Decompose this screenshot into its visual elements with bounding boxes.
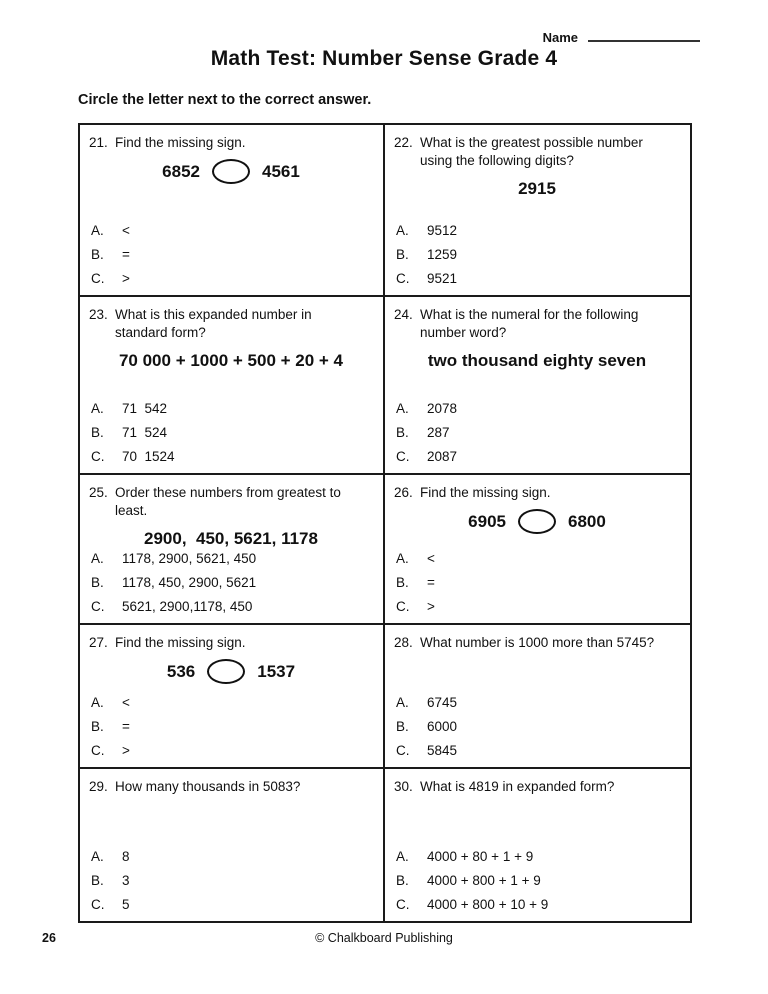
answer-option-a[interactable] bbox=[396, 223, 680, 238]
option-letter[interactable]: A. bbox=[91, 401, 104, 416]
comparison-left-number: 536 bbox=[166, 661, 196, 681]
question-cell-23 bbox=[80, 297, 385, 475]
missing-sign-oval[interactable] bbox=[212, 159, 250, 184]
answer-option-c[interactable] bbox=[396, 743, 680, 758]
answer-option-c[interactable] bbox=[91, 599, 373, 614]
question-text: What is 4819 in expanded form? bbox=[420, 779, 615, 794]
options-list bbox=[394, 695, 680, 758]
comparison-stem bbox=[394, 509, 680, 534]
option-value: 71 542 bbox=[122, 401, 168, 416]
answer-option-a[interactable] bbox=[91, 849, 373, 864]
answer-option-b[interactable] bbox=[91, 425, 373, 440]
option-letter[interactable]: B. bbox=[91, 575, 104, 590]
answer-option-b[interactable] bbox=[396, 425, 680, 440]
option-value: 3 bbox=[122, 873, 130, 888]
question-cell-28 bbox=[385, 625, 690, 769]
comparison-left-number: 6905 bbox=[468, 511, 506, 531]
option-value: = bbox=[122, 719, 130, 734]
answer-option-c[interactable] bbox=[396, 897, 680, 912]
answer-option-b[interactable] bbox=[396, 719, 680, 734]
question-text: What number is 1000 more than 5745? bbox=[420, 635, 655, 650]
option-value: = bbox=[427, 575, 435, 590]
option-value: 9512 bbox=[427, 223, 458, 238]
option-value: 1178, 450, 2900, 5621 bbox=[122, 575, 257, 590]
answer-option-b[interactable] bbox=[396, 247, 680, 262]
question-stem: 2915 bbox=[518, 179, 556, 199]
question-cell-26 bbox=[385, 475, 690, 625]
question-cell-25 bbox=[80, 475, 385, 625]
options-list bbox=[89, 223, 373, 286]
question-text: Find the missing sign. bbox=[115, 135, 246, 150]
question-number: 30. bbox=[394, 779, 413, 794]
question-number: 23. bbox=[89, 307, 108, 322]
comparison-right-number: 6800 bbox=[568, 511, 606, 531]
option-letter[interactable]: A. bbox=[91, 695, 104, 710]
question-text: Find the missing sign. bbox=[115, 635, 246, 650]
publisher-credit: © Chalkboard Publishing bbox=[315, 931, 453, 945]
option-letter[interactable]: A. bbox=[91, 551, 104, 566]
option-value: 70 1524 bbox=[122, 449, 175, 464]
name-input-line[interactable] bbox=[588, 28, 700, 42]
name-label: Name bbox=[542, 30, 578, 45]
option-letter[interactable]: C. bbox=[396, 897, 410, 912]
option-value: 287 bbox=[427, 425, 450, 440]
option-value: 5845 bbox=[427, 743, 458, 758]
question-number: 26. bbox=[394, 485, 413, 500]
option-letter[interactable]: B. bbox=[396, 247, 409, 262]
option-letter[interactable]: A. bbox=[91, 849, 104, 864]
question-stem: 2900, 450, 5621, 1178 bbox=[144, 529, 318, 549]
option-letter[interactable]: A. bbox=[396, 223, 409, 238]
answer-option-a[interactable] bbox=[91, 551, 373, 566]
answer-option-a[interactable] bbox=[396, 401, 680, 416]
option-value: 1178, 2900, 5621, 450 bbox=[122, 551, 257, 566]
question-cell-30 bbox=[385, 769, 690, 921]
option-value: 6000 bbox=[427, 719, 458, 734]
question-cell-24 bbox=[385, 297, 690, 475]
options-list bbox=[394, 849, 680, 912]
option-letter[interactable]: A. bbox=[396, 551, 409, 566]
comparison-right-number: 1537 bbox=[257, 661, 296, 681]
answer-option-a[interactable] bbox=[396, 695, 680, 710]
question-text: How many thousands in 5083? bbox=[115, 779, 301, 794]
option-value: > bbox=[427, 599, 435, 614]
option-letter[interactable]: B. bbox=[396, 719, 409, 734]
option-value: 4000 + 800 + 10 + 9 bbox=[427, 897, 549, 912]
option-letter[interactable]: C. bbox=[91, 743, 105, 758]
option-letter[interactable]: C. bbox=[396, 743, 410, 758]
question-text: What is the numeral for the following number word? bbox=[420, 307, 639, 341]
option-letter[interactable]: C. bbox=[91, 449, 105, 464]
option-letter[interactable]: B. bbox=[91, 719, 104, 734]
option-value: 6745 bbox=[427, 695, 458, 710]
options-list bbox=[394, 551, 680, 614]
option-letter[interactable]: C. bbox=[91, 271, 105, 286]
comparison-stem bbox=[89, 159, 373, 184]
options-list bbox=[89, 551, 373, 614]
answer-option-a[interactable] bbox=[91, 695, 373, 710]
option-value: 2078 bbox=[427, 401, 458, 416]
page-number: 26 bbox=[42, 931, 56, 945]
question-number: 24. bbox=[394, 307, 413, 322]
question-stem: two thousand eighty seven bbox=[427, 351, 647, 371]
option-value: > bbox=[122, 743, 130, 758]
option-value: 4000 + 800 + 1 + 9 bbox=[427, 873, 541, 888]
answer-option-c[interactable] bbox=[91, 897, 373, 912]
options-list bbox=[394, 223, 680, 286]
answer-option-b[interactable] bbox=[91, 575, 373, 590]
option-value: 4000 + 80 + 1 + 9 bbox=[427, 849, 534, 864]
answer-option-a[interactable] bbox=[91, 223, 373, 238]
question-number: 21. bbox=[89, 135, 108, 150]
question-number: 25. bbox=[89, 485, 108, 500]
question-grid bbox=[78, 123, 692, 923]
option-letter[interactable]: B. bbox=[396, 873, 409, 888]
question-number: 28. bbox=[394, 635, 413, 650]
option-value: 2087 bbox=[427, 449, 458, 464]
page-title: Math Test: Number Sense Grade 4 bbox=[210, 47, 558, 70]
question-cell-22 bbox=[385, 125, 690, 297]
option-letter[interactable]: B. bbox=[91, 247, 104, 262]
answer-option-b[interactable] bbox=[91, 873, 373, 888]
instruction-text: Circle the letter next to the correct answer. bbox=[78, 92, 372, 108]
question-number: 29. bbox=[89, 779, 108, 794]
option-letter[interactable]: B. bbox=[91, 873, 104, 888]
option-value: 8 bbox=[122, 849, 130, 864]
comparison-stem bbox=[89, 659, 373, 684]
answer-option-b[interactable] bbox=[396, 873, 680, 888]
name-row bbox=[0, 0, 768, 45]
question-cell-29 bbox=[80, 769, 385, 921]
answer-option-c[interactable] bbox=[396, 449, 680, 464]
option-value: 9521 bbox=[427, 271, 458, 286]
question-cell-21 bbox=[80, 125, 385, 297]
option-letter[interactable]: C. bbox=[91, 599, 105, 614]
comparison-left-number: 6852 bbox=[162, 161, 200, 181]
option-value: > bbox=[122, 271, 130, 286]
answer-option-b[interactable] bbox=[396, 575, 680, 590]
option-value: < bbox=[122, 223, 130, 238]
option-value: < bbox=[122, 695, 130, 710]
option-letter[interactable]: A. bbox=[91, 223, 104, 238]
options-list bbox=[89, 849, 373, 912]
option-letter[interactable]: C. bbox=[396, 599, 410, 614]
option-letter[interactable]: C. bbox=[396, 271, 410, 286]
options-list bbox=[89, 695, 373, 758]
answer-option-c[interactable] bbox=[396, 599, 680, 614]
options-list bbox=[394, 401, 680, 464]
answer-option-a[interactable] bbox=[396, 849, 680, 864]
option-letter[interactable]: B. bbox=[396, 575, 409, 590]
question-number: 27. bbox=[89, 635, 108, 650]
answer-option-b[interactable] bbox=[91, 719, 373, 734]
page-footer bbox=[0, 931, 768, 945]
answer-option-c[interactable] bbox=[396, 271, 680, 286]
option-letter[interactable]: C. bbox=[396, 449, 410, 464]
question-text: What is this expanded number in standard form? bbox=[115, 307, 312, 341]
comparison-right-number: 4561 bbox=[262, 161, 300, 181]
answer-option-c[interactable] bbox=[91, 743, 373, 758]
option-value: < bbox=[427, 551, 435, 566]
option-value: 71 524 bbox=[122, 425, 168, 440]
answer-option-a[interactable] bbox=[91, 401, 373, 416]
option-letter[interactable]: A. bbox=[396, 695, 409, 710]
question-text: Order these numbers from greatest to least. bbox=[115, 485, 341, 519]
question-text: What is the greatest possible number using the following digits? bbox=[420, 135, 643, 169]
question-number: 22. bbox=[394, 135, 413, 150]
option-letter[interactable]: B. bbox=[396, 425, 409, 440]
answer-option-a[interactable] bbox=[396, 551, 680, 566]
option-letter[interactable]: A. bbox=[396, 849, 409, 864]
option-value: 1259 bbox=[427, 247, 458, 262]
answer-option-b[interactable] bbox=[91, 247, 373, 262]
missing-sign-oval[interactable] bbox=[518, 509, 556, 534]
answer-option-c[interactable] bbox=[91, 271, 373, 286]
options-list bbox=[89, 401, 373, 464]
option-value: 5 bbox=[122, 897, 130, 912]
answer-option-c[interactable] bbox=[91, 449, 373, 464]
option-letter[interactable]: A. bbox=[396, 401, 409, 416]
option-value: 5621, 2900,1178, 450 bbox=[122, 599, 253, 614]
question-text: Find the missing sign. bbox=[420, 485, 551, 500]
missing-sign-oval[interactable] bbox=[207, 659, 245, 684]
option-letter[interactable]: C. bbox=[91, 897, 105, 912]
option-value: = bbox=[122, 247, 130, 262]
option-letter[interactable]: B. bbox=[91, 425, 104, 440]
question-stem: 70 000 + 1000 + 500 + 20 + 4 bbox=[118, 351, 344, 371]
question-cell-27 bbox=[80, 625, 385, 769]
